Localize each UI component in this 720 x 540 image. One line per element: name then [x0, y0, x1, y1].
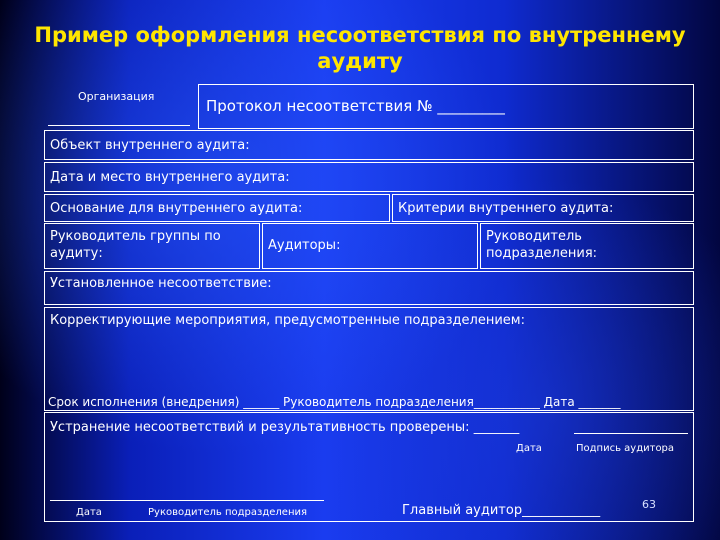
- team-leader-line-2: аудиту:: [50, 246, 103, 261]
- nonconformity-label: Установленное несоответствие:: [50, 276, 272, 291]
- footer-signature-line: [50, 500, 324, 501]
- title-line-2: аудиту: [317, 49, 403, 73]
- auditors-label: Аудиторы:: [268, 238, 341, 253]
- chief-auditor-label: Главный аудитор____________: [402, 503, 601, 518]
- footer-head-label: Руководитель подразделения: [148, 507, 307, 518]
- verified-label: Устранение несоответствий и результативность проверены: _______: [50, 420, 520, 435]
- dept-head-line-2: подразделения:: [486, 246, 598, 261]
- protocol-label: Протокол несоответствия № _________: [206, 97, 505, 115]
- title-line-1: Пример оформления несоответствия по внутреннему: [34, 23, 686, 47]
- team-leader-line-1: Руководитель группы по: [50, 229, 221, 244]
- date-place-label: Дата и место внутреннего аудита:: [50, 170, 290, 185]
- deadline-row: Срок исполнения (внедрения) ______ Руководитель подразделения___________ Дата _______: [48, 395, 621, 409]
- dept-head-line-1: Руководитель: [486, 229, 582, 244]
- corrective-actions-label: Корректирующие мероприятия, предусмотренные подразделением:: [50, 313, 525, 328]
- organization-label: Организация: [78, 90, 155, 103]
- verified-date-label: Дата: [516, 443, 542, 454]
- criteria-label: Критерии внутреннего аудита:: [398, 201, 614, 216]
- organization-underline: [48, 125, 190, 126]
- footer-date-label: Дата: [76, 507, 102, 518]
- page-number: 63: [642, 498, 656, 511]
- verified-signature-label: Подпись аудитора: [576, 443, 675, 454]
- verified-signature-line: [574, 433, 688, 434]
- page-title: [0, 22, 720, 74]
- audit-object-label: Объект внутреннего аудита:: [50, 138, 250, 153]
- basis-label: Основание для внутреннего аудита:: [50, 201, 303, 216]
